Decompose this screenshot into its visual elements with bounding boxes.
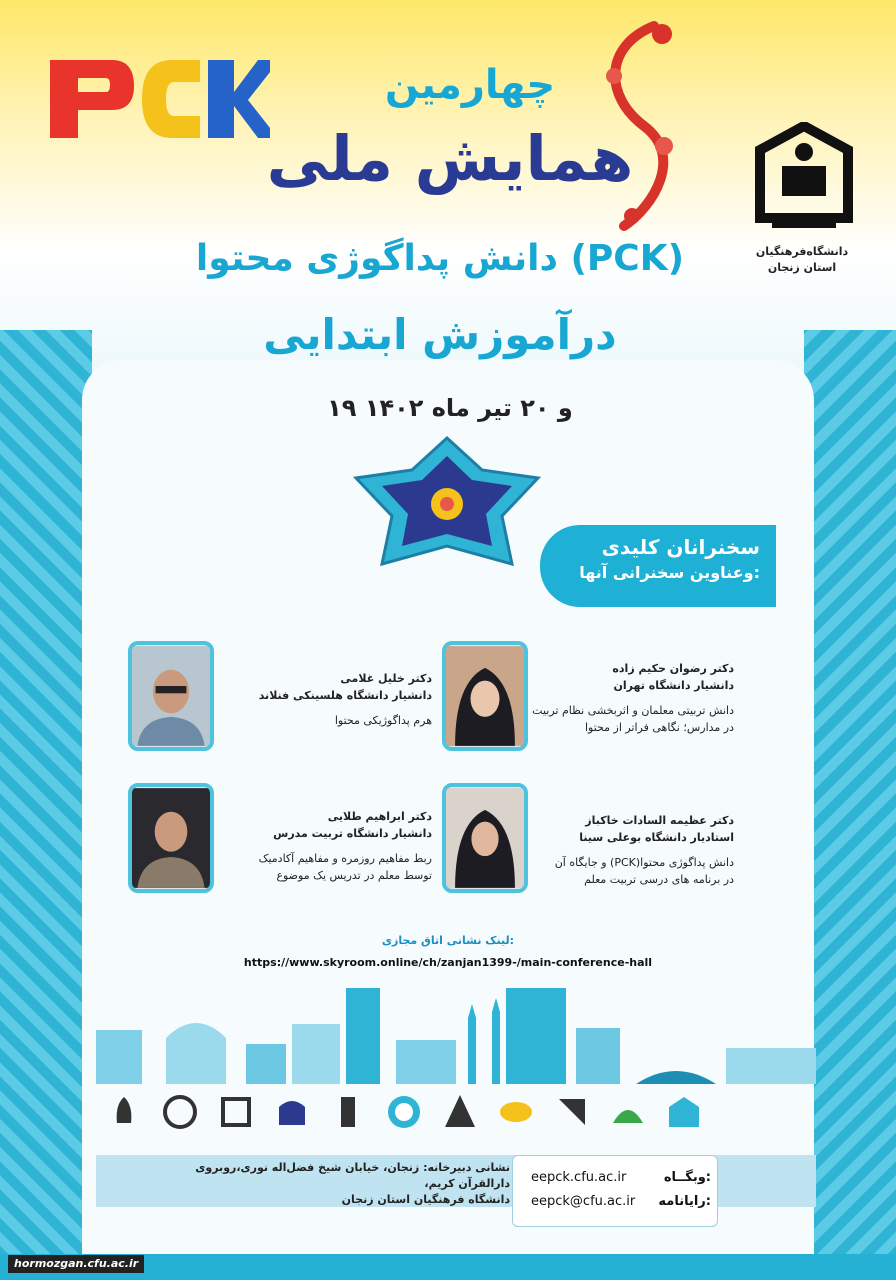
website-label: وبگــاه: bbox=[663, 1170, 711, 1185]
decorative-medallion bbox=[352, 434, 542, 584]
city-skyline bbox=[96, 988, 816, 1084]
speaker-topic: دانش پداگوژی محتوا(PCK) و جایگاه آن bbox=[554, 856, 734, 869]
speaker-photo bbox=[442, 783, 528, 893]
right-pattern-band bbox=[804, 330, 896, 1260]
speaker-info bbox=[524, 812, 734, 888]
speaker-position: دانشیار دانشگاه هلسینکی فنلاند bbox=[258, 689, 432, 702]
event-date: ۱۹ و ۲۰ تیر ماه ۱۴۰۲ bbox=[327, 394, 573, 422]
speaker-topic-line2: در برنامه های درسی تربیت معلم bbox=[584, 873, 734, 886]
email-label: رایانامه: bbox=[658, 1194, 711, 1209]
university-name bbox=[738, 244, 866, 276]
zanjan-university-logo-icon bbox=[272, 1090, 312, 1134]
farhangian-logo-icon bbox=[664, 1090, 704, 1134]
university-logo-icon bbox=[440, 1090, 480, 1134]
email-link[interactable]: eepck@cfu.ac.ir bbox=[531, 1194, 636, 1209]
speaker-position: استادیار دانشگاه بوعلی سینا bbox=[579, 831, 734, 844]
speaker-photo bbox=[442, 641, 528, 751]
speaker-name: دکتر خلیل غلامی bbox=[340, 672, 432, 685]
iran-emblem-icon bbox=[104, 1090, 144, 1134]
left-pattern-band bbox=[0, 330, 92, 1260]
zanjan-university-logo-icon bbox=[328, 1090, 368, 1134]
speaker-topic: دانش تربیتی معلمان و اثربخشی نظام تربیت bbox=[532, 704, 734, 717]
speaker-name: دکتر رضوان حکیم زاده bbox=[612, 662, 734, 675]
source-watermark: hormozgan.cfu.ac.ir bbox=[8, 1255, 144, 1273]
virtual-room-label: لینک نشانی اتاق مجازی: bbox=[381, 934, 515, 947]
pck-logo bbox=[50, 48, 270, 140]
speaker-name: دکتر ابراهیم طلایی bbox=[327, 810, 432, 823]
university-name-line1: دانشگاه‌فرهنگیان bbox=[755, 245, 849, 258]
speaker-position: دانشیار دانشگاه تربیت مدرس bbox=[273, 827, 432, 840]
speaker-info bbox=[524, 660, 734, 736]
education-logo-icon bbox=[496, 1090, 536, 1134]
speaker-photo bbox=[128, 641, 214, 751]
secretariat-address bbox=[190, 1160, 510, 1208]
speaker-topic-line2: توسط معلم در تدریس یک موضوع bbox=[276, 869, 432, 882]
website-row bbox=[531, 1170, 711, 1185]
speaker-topic: هرم پداگوژیکی محتوا bbox=[334, 714, 432, 727]
email-row bbox=[531, 1194, 711, 1209]
speaker-topic-line2: در مدارس؛ نگاهی فراتر از محتوا bbox=[584, 721, 734, 734]
speaker-photo bbox=[128, 783, 214, 893]
address-line1: نشانی دبیرخانه: زنجان، خیابان شیخ فضل‌اله نوری،روبروی دارالقرآن کریم، bbox=[195, 1161, 510, 1190]
speaker-info bbox=[222, 808, 432, 884]
speaker-info bbox=[222, 670, 432, 729]
subtitle-topic: دانش پداگوژی محتوا (PCK) bbox=[195, 238, 685, 279]
kurdistan-university-logo-icon bbox=[160, 1090, 200, 1134]
website-link[interactable]: eepck.cfu.ac.ir bbox=[531, 1170, 627, 1185]
speaker-position: دانشیار دانشگاه تهران bbox=[613, 679, 734, 692]
organization-logo-icon bbox=[608, 1090, 648, 1134]
speaker-name: دکتر عظیمه السادات خاکباز bbox=[585, 814, 734, 827]
university-logo bbox=[752, 122, 856, 232]
banner-line1: سخنرانان کلیدی bbox=[601, 535, 760, 559]
sponsor-logos bbox=[104, 1086, 704, 1138]
virtual-room-link[interactable]: https://www.skyroom.online/ch/zanjan1399-/main-conference-hall bbox=[243, 956, 653, 969]
keynote-speakers-banner bbox=[540, 525, 776, 607]
atu-logo-icon bbox=[216, 1090, 256, 1134]
banner-line2: وعناوین سخنرانی آنها: bbox=[579, 563, 760, 582]
subtitle-level: درآموزش ابتدایی bbox=[263, 310, 617, 359]
contact-box bbox=[512, 1155, 718, 1227]
title-ordinal: چهارمین bbox=[384, 62, 556, 108]
pck-small-logo-icon bbox=[552, 1090, 592, 1134]
speaker-topic: ربط مفاهیم روزمره و مفاهیم آکادمیک bbox=[258, 852, 432, 865]
title-main: همایش ملی bbox=[266, 122, 634, 195]
address-line2: دانشگاه فرهنگیان استان زنجان bbox=[341, 1193, 510, 1206]
university-name-line2: استان زنجان bbox=[767, 261, 837, 274]
tehran-university-logo-icon bbox=[384, 1090, 424, 1134]
